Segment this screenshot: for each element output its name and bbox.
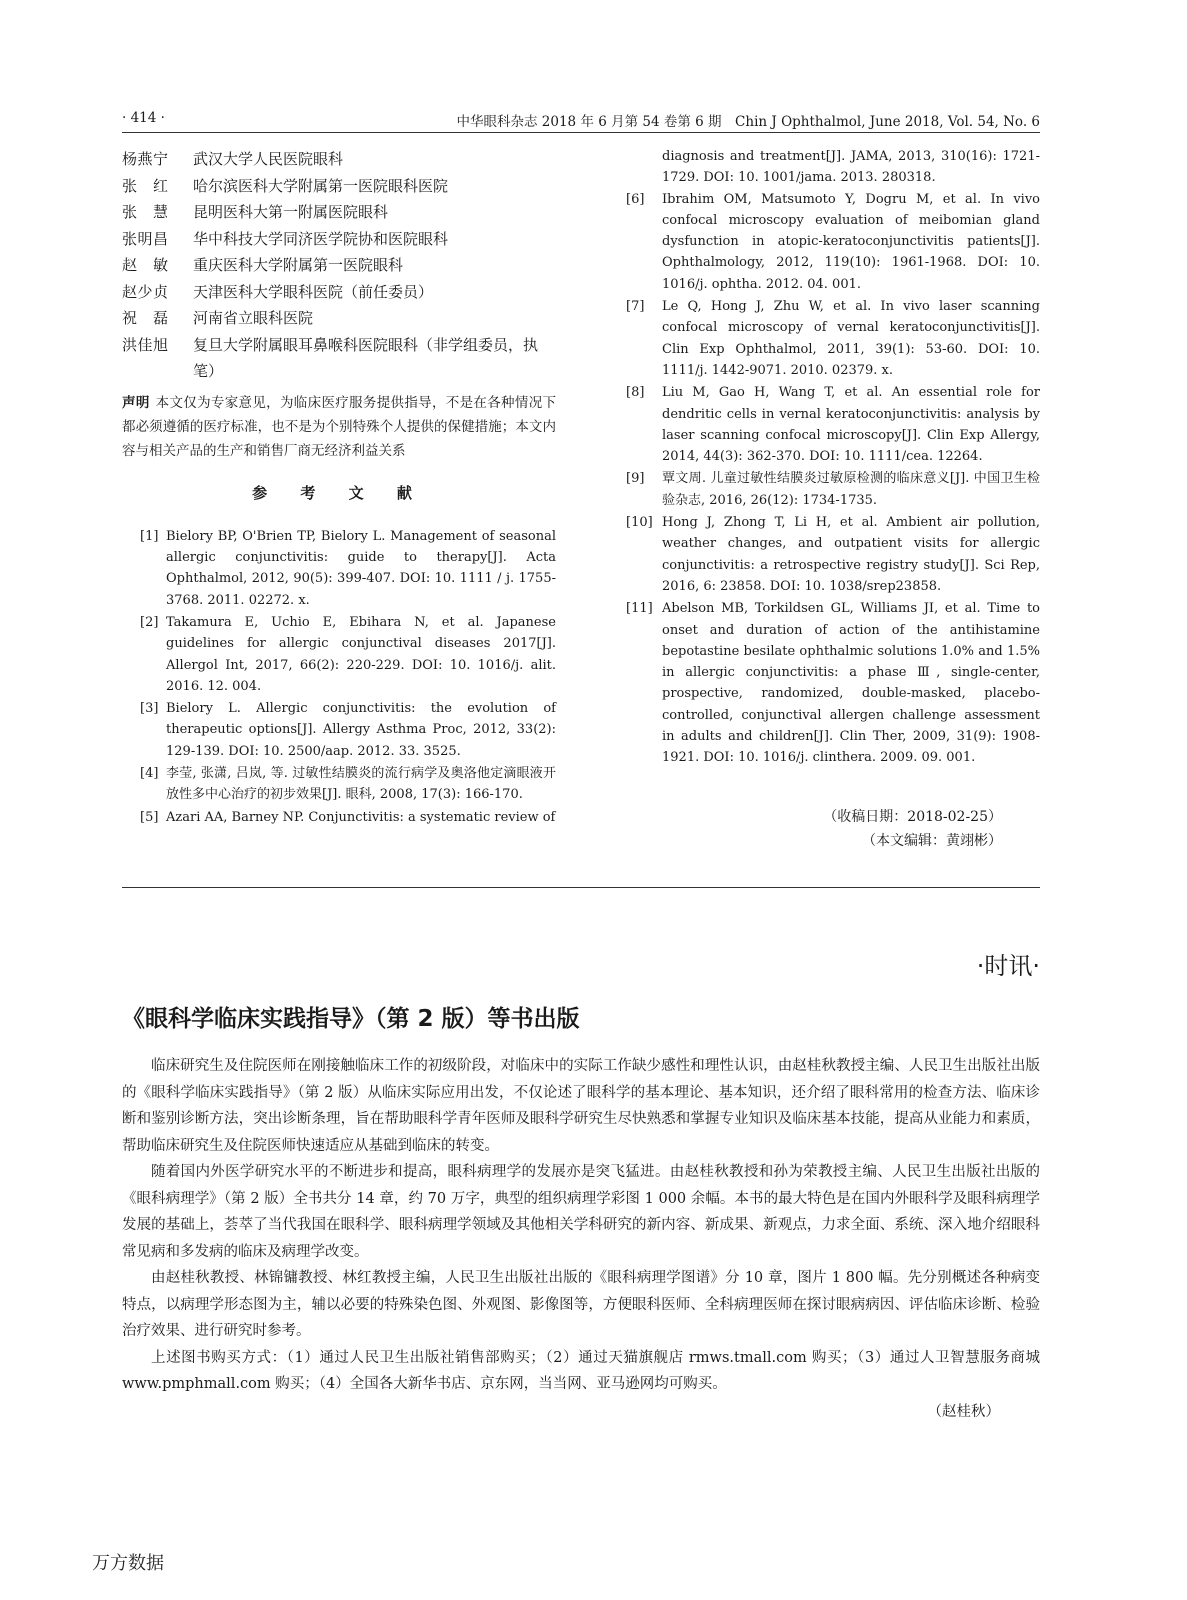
member-item (122, 305, 556, 332)
member-name: 赵少贞 (122, 282, 169, 301)
section-divider (122, 887, 1040, 888)
member-name: 杨燕宁 (122, 150, 169, 168)
reference-number: [9] (626, 471, 645, 487)
news-paragraph: 随着国内外医学研究水平的不断进步和提高，眼科病理学的发展亦是突飞猛进。由赵桂秋教授和孙为荣教授主编、人民卫生出版社出版的《眼科病理学》（第 2 版）全书共分 14 章，约 70 万字，典型的组织病理学彩图 1 000 余幅。本书的最大特色是在国内外眼科学及眼科病理学发展的基础上，荟萃了当代我国在眼科学、眼科病理学领域及其他相关学科研究的新内容、新成果、新观点，力求全面、系统、深入地介绍眼科常见病和多发病的临床及病理学改变。 (122, 1164, 1040, 1260)
article-footer (616, 805, 1040, 853)
member-item (122, 146, 556, 173)
reference-number: [1] (140, 528, 159, 544)
left-column (122, 146, 556, 829)
member-item (122, 252, 556, 279)
member-name: 祝 磊 (122, 309, 169, 327)
news-paragraph: 上述图书购买方式：（1）通过人民卫生出版社销售部购买；（2）通过天猫旗舰店 rmws.tmall.com 购买；（3）通过人卫智慧服务商城 www.pmphmall.com 购买；（4）全国各大新华书店、京东网，当当网、亚马逊网均可购买。 (122, 1349, 1040, 1392)
received-date: （收稿日期：2018-02-25） (823, 808, 1002, 825)
reference-text: Takamura E, Uchio E, Ebihara N, et al. Japanese guidelines for allergic conjunctival diseases 2017[J]. Allergol Int, 2017, 66(2): 220-229. DOI: 10. 1016/j. alit. 2016. 12. 004. (166, 614, 556, 694)
reference-item (616, 296, 1040, 381)
reference-item (616, 382, 1040, 467)
reference-item (616, 189, 1040, 295)
reference-number: [10] (626, 515, 653, 531)
news-title: 《眼科学临床实践指导》（第 2 版）等书出版 (122, 1006, 580, 1032)
running-header (122, 108, 1040, 133)
reference-list-left (122, 526, 556, 828)
reference-text: Bielory BP, O'Brien TP, Bielory L. Management of seasonal allergic conjunctivitis: guide to therapy[J]. Acta Ophthalmol, 2012, 90(5): 399-407. DOI: 10. 1111 / j. 1755-3768. 2011. 02272. x. (166, 528, 556, 608)
member-item (122, 173, 556, 200)
page-number: · 414 · (122, 110, 165, 126)
member-affiliation: 复旦大学附属眼耳鼻喉科医院眼科（非学组委员，执笔） (193, 335, 539, 380)
reference-text: Le Q, Hong J, Zhu W, et al. In vivo laser scanning confocal microscopy of vernal keratoconjunctivitis[J]. Clin Exp Ophthalmol, 2011, 39(1): 53-60. DOI: 10. 1111/j. 1442-9071. 2010. 02379. x. (662, 299, 1040, 378)
member-affiliation: 武汉大学人民医院眼科 (193, 150, 344, 168)
reference-list-right (616, 189, 1040, 769)
member-item (122, 332, 556, 385)
member-affiliation: 天津医科大学眼科医院（前任委员） (193, 282, 434, 301)
reference-item (122, 612, 556, 697)
member-affiliation: 河南省立眼科医院 (193, 309, 314, 327)
reference-continuation: diagnosis and treatment[J]. JAMA, 2013, 310(16): 1721-1729. DOI: 10. 1001/jama. 2013. 280318. (662, 149, 1040, 186)
reference-item (122, 807, 556, 828)
member-item (122, 199, 556, 226)
member-name: 洪佳旭 (122, 335, 169, 354)
reference-text: Azari AA, Barney NP. Conjunctivitis: a systematic review of (166, 809, 556, 825)
reference-text: Abelson MB, Torkildsen GL, Williams JI, et al. Time to onset and duration of action of the antihistamine bepotastine besilate ophthalmic solutions 1.0% and 1.5% in allergic conjunctivitis: a phase Ⅲ, single-center, prospective, randomized, double-masked, placebo-controlled, conjunctival allergen challenge assessment in adults and children[J]. Clin Ther, 2009, 31(9): 1908-1921. DOI: 10. 1016/j. clinthera. 2009. 09. 001. (662, 601, 1040, 766)
member-affiliation: 哈尔滨医科大学附属第一医院眼科医院 (193, 176, 449, 195)
member-affiliation: 华中科技大学同济医学院协和医院眼科 (193, 229, 449, 248)
reference-item (122, 526, 556, 611)
watermark: 万方数据 (92, 1553, 164, 1574)
reference-number: [4] (140, 766, 159, 782)
member-name: 张明昌 (122, 229, 169, 248)
reference-item (616, 512, 1040, 597)
reference-number: [6] (626, 191, 645, 207)
reference-text: 覃文周. 儿童过敏性结膜炎过敏原检测的临床意义[J]. 中国卫生检验杂志, 2016, 26(12): 1734-1735. (662, 471, 1040, 508)
news-paragraph: 由赵桂秋教授、林锦镛教授、林红教授主编，人民卫生出版社出版的《眼科病理学图谱》分 10 章，图片 1 800 幅。先分别概述各种病变特点，以病理学形态图为主，辅以必要的特殊染色图、外观图、影像图等，方便眼科医师、全科病理医师在探讨眼病病因、评估临床诊断、检验治疗效果、进行研究时参考。 (122, 1270, 1040, 1339)
reference-text: Hong J, Zhong T, Li H, et al. Ambient air pollution, weather changes, and outpatient visits for allergic conjunctivitis: a retrospective registry study[J]. Sci Rep, 2016, 6: 23858. DOI: 10. 1038/srep23858. (662, 515, 1040, 594)
member-name: 张 慧 (122, 203, 169, 221)
reference-item (616, 598, 1040, 768)
reference-number: [11] (626, 601, 653, 617)
reference-text: 李莹, 张潇, 吕岚, 等. 过敏性结膜炎的流行病学及奥洛他定滴眼液开放性多中心治疗的初步效果[J]. 眼科, 2008, 17(3): 166-170. (166, 766, 556, 803)
news-section-label: ·时讯· (976, 952, 1040, 980)
statement-text: 本文仅为专家意见，为临床医疗服务提供指导，不是在各种情况下都必须遵循的医疗标准，也不是为个别特殊个人提供的保健措施；本文内容与相关产品的生产和销售厂商无经济利益关系 (122, 394, 557, 459)
member-affiliation: 昆明医科大第一附属医院眼科 (193, 203, 389, 221)
reference-item (122, 763, 556, 806)
news-body (122, 1053, 1040, 1425)
reference-text: Bielory L. Allergic conjunctivitis: the evolution of therapeutic options[J]. Allergy Asthma Proc, 2012, 33(2): 129-139. DOI: 10. 2500/aap. 2012. 33. 3525. (166, 701, 556, 759)
statement-label: 声明 (122, 394, 150, 411)
reference-item (122, 698, 556, 762)
journal-citation: 中华眼科杂志 2018 年 6 月第 54 卷第 6 期 Chin J Ophthalmol, June 2018, Vol. 54, No. 6 (456, 114, 1040, 130)
reference-number: [5] (140, 809, 159, 825)
reference-number: [7] (626, 299, 645, 315)
member-affiliation: 重庆医科大学附属第一医院眼科 (193, 256, 404, 274)
reference-number: [3] (140, 701, 159, 717)
reference-text: Liu M, Gao H, Wang T, et al. An essential role for dendritic cells in vernal keratoconjunctivitis: analysis by laser scanning confocal microscopy[J]. Clin Exp Allergy, 2014, 44(3): 362-370. DOI: 10. 1111/cea. 12264. (662, 385, 1040, 465)
member-list (122, 146, 556, 385)
reference-number: [8] (626, 385, 645, 401)
editor-credit: （本文编辑：黄翊彬） (862, 832, 1002, 849)
member-item (122, 279, 556, 306)
news-paragraph: 临床研究生及住院医师在刚接触临床工作的初级阶段，对临床中的实际工作缺少感性和理性认识，由赵桂秋教授主编、人民卫生出版社出版的《眼科学临床实践指导》（第 2 版）从临床实际应用出发，不仅论述了眼科学的基本理论、基本知识，还介绍了眼科常用的检查方法、临床诊断和鉴别诊断方法，突出诊断条理，旨在帮助眼科学青年医师及眼科学研究生尽快熟悉和掌握专业知识及临床基本技能，提高从业能力和素质，帮助临床研究生及住院医师快速适应从基础到临床的转变。 (122, 1058, 1040, 1154)
right-column (616, 146, 1040, 853)
member-name: 张 红 (122, 176, 169, 195)
reference-item (616, 468, 1040, 511)
member-item (122, 226, 556, 253)
references-heading: 参 考 文 献 (252, 483, 426, 502)
reference-text: Ibrahim OM, Matsumoto Y, Dogru M, et al. In vivo confocal microscopy evaluation of meibomian gland dysfunction in atopic-keratoconjunctivitis patients[J]. Ophthalmology, 2012, 119(10): 1961-1968. DOI: 10. 1016/j. ophtha. 2012. 04. 001. (662, 191, 1040, 292)
member-name: 赵 敏 (122, 256, 169, 274)
reference-number: [2] (140, 614, 159, 630)
news-signature: （赵桂秋） (927, 1403, 1000, 1420)
disclaimer-statement (122, 391, 556, 463)
